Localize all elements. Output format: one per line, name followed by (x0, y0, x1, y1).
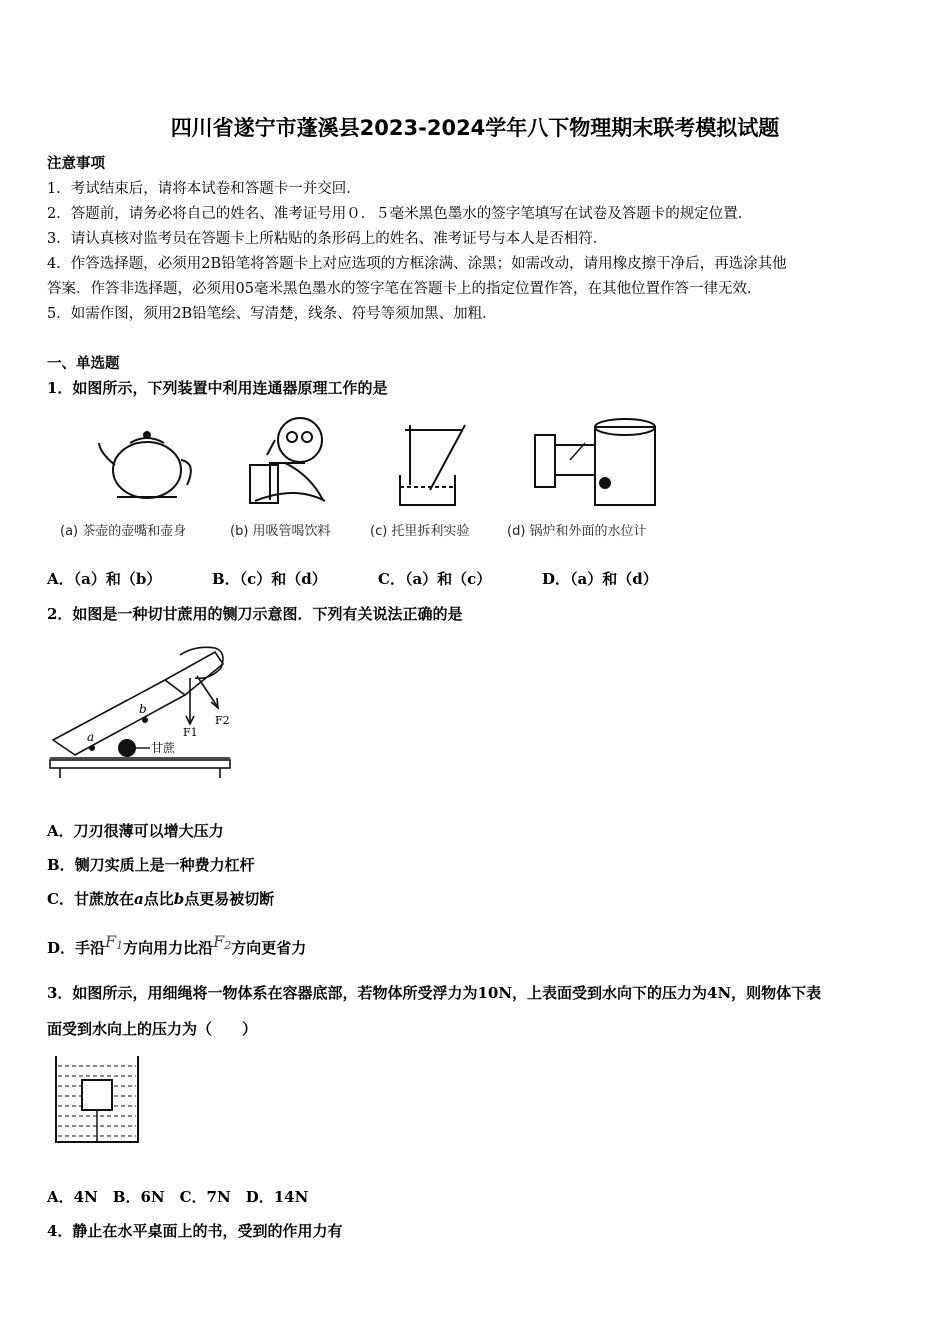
label-a: a (87, 730, 95, 744)
q2-figure (45, 640, 245, 785)
section-heading: 一、单选题 (47, 355, 120, 372)
label-cane: 甘蔗 (151, 741, 176, 755)
caption-d: (d) 锅炉和外面的水位计 (507, 524, 647, 539)
opt-c-post: 点更易被切断 (184, 890, 275, 908)
question-3-stem-line2: 面受到水向上的压力为（ ） (47, 1020, 258, 1038)
opt-d-f2-sub: 2 (224, 939, 232, 952)
notice-item: 3．请认真核对监考员在答题卡上所粘贴的条形码上的姓名、准考证号与本人是否相符． (47, 231, 608, 247)
caption-b: (b) 用吸管喝饮料 (230, 524, 331, 539)
label-f1: F1 (183, 726, 198, 739)
question-4-stem: 4．静止在水平桌面上的书，受到的作用力有 (47, 1222, 343, 1240)
torricelli-figure (400, 425, 465, 505)
q2-option-c[interactable] (47, 888, 274, 909)
notice-heading: 注意事项 (47, 155, 105, 172)
opt-d-mid: 方向用力比沿 (123, 939, 214, 957)
boiler-figure (535, 419, 655, 505)
question-1-stem: 1．如图所示，下列装置中利用连通器原理工作的是 (47, 379, 388, 397)
question-2-stem: 2．如图是一种切甘蔗用的铡刀示意图．下列有关说法正确的是 (47, 605, 463, 623)
label-f2: F2 (215, 714, 230, 727)
q3-figure (52, 1052, 144, 1147)
man-drinking-figure (250, 418, 325, 503)
opt-d-pre: D．手沿 (47, 939, 106, 957)
q1-option-d[interactable]: D．（a）和（d） (542, 570, 658, 588)
q2-option-a[interactable]: A．刀刃很薄可以增大压力 (47, 822, 224, 840)
opt-d-f2: F (213, 932, 225, 951)
opt-d-f1-sub: 1 (116, 939, 124, 952)
notice-item: 答案．作答非选择题，必须用05毫米黑色墨水的签字笔在答题卡上的指定位置作答，在其他位置作答一律无效． (47, 281, 762, 297)
caption-a: (a) 茶壶的壶嘴和壶身 (60, 524, 187, 539)
opt-d-post: 方向更省力 (231, 939, 307, 957)
q1-option-b[interactable]: B．（c）和（d） (212, 570, 327, 588)
q2-option-b[interactable]: B．铡刀实质上是一种费力杠杆 (47, 856, 255, 874)
q1-option-c[interactable]: C．（a）和（c） (378, 570, 492, 588)
opt-c-mid: 点比 (143, 890, 174, 908)
q3-options[interactable]: A．4N B．6N C．7N D．14N (47, 1188, 309, 1206)
caption-c: (c) 托里拆利实验 (370, 524, 470, 539)
notice-item: 5．如需作图，须用2B铅笔绘、写清楚，线条、符号等须加黑、加粗． (47, 306, 497, 322)
opt-d-f1: F (105, 932, 117, 951)
notice-item: 2．答题前，请务必将自己的姓名、准考证号用０．５毫米黑色墨水的签字笔填写在试卷及答题卡的规定位置． (47, 206, 753, 222)
notice-item: 1．考试结束后，请将本试卷和答题卡一并交回． (47, 181, 361, 197)
opt-c-pre: C．甘蔗放在 (47, 890, 134, 908)
opt-c-a: a (133, 890, 144, 908)
teapot-figure (99, 432, 191, 498)
q2-option-d[interactable] (47, 932, 306, 958)
page-title: 四川省遂宁市蓬溪县2023-2024学年八下物理期末联考模拟试题 (170, 116, 780, 140)
opt-c-b: b (173, 890, 185, 908)
label-b: b (139, 702, 147, 716)
q1-option-a[interactable]: A．（a）和（b） (47, 570, 162, 588)
question-3-stem-line1: 3．如图所示，用细绳将一物体系在容器底部，若物体所受浮力为10N，上表面受到水向下的压力为4N，则物体下表 (47, 984, 822, 1002)
notice-item: 4．作答选择题，必须用2B铅笔将答题卡上对应选项的方框涂满、涂黑；如需改动，请用橡皮擦干净后，再选涂其他 (47, 256, 787, 272)
